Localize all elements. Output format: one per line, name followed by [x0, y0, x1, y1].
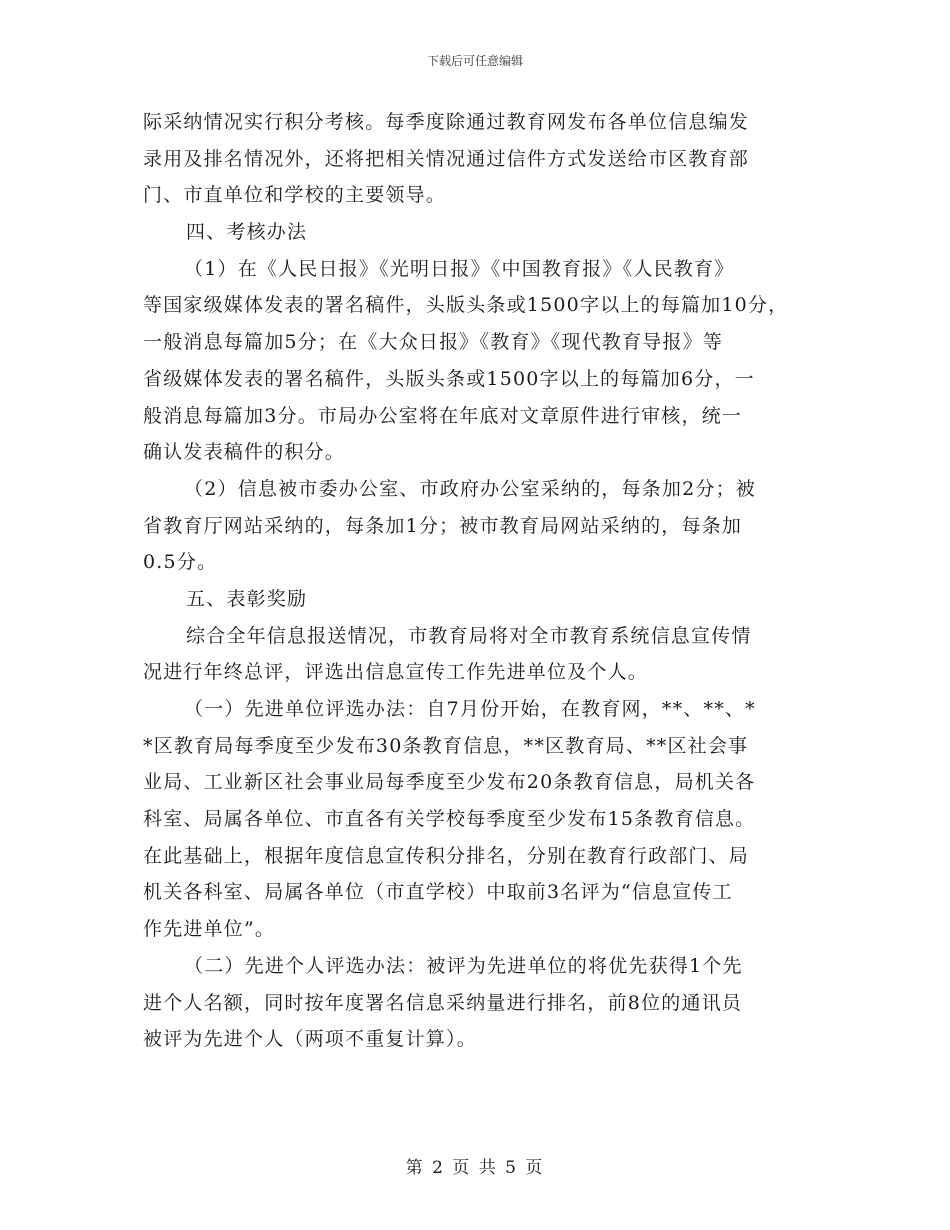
body-line: 科室、局属各单位、市直各有关学校每季度至少发布15条教育信息。: [143, 808, 756, 831]
body-line: 机关各科室、局属各单位（市直学校）中取前3名评为“信息宣传工: [143, 881, 733, 904]
body-line: （2）信息被市委办公室、市政府办公室采纳的，每条加2分；被: [184, 477, 756, 500]
body-line: 门、市直单位和学校的主要领导。: [143, 184, 447, 207]
body-line: 确认发表稿件的积分。: [143, 441, 346, 464]
section-heading: 四、考核办法: [186, 221, 308, 244]
page-footer: 第 2 页 共 5 页: [405, 1158, 545, 1178]
body-line: 般消息每篇加3分。市局办公室将在年底对文章原件进行审核，统一: [143, 404, 743, 427]
page-header: 下载后可任意编辑: [426, 54, 523, 68]
body-line: 被评为先进个人（两项不重复计算）。: [143, 1028, 477, 1051]
body-line: （二）先进个人评选办法：被评为先进单位的将优先获得1个先: [184, 954, 743, 977]
body-line: （一）先进单位评选办法：自7月份开始，在教育网，**、**、*: [184, 698, 756, 720]
body-line: 际采纳情况实行积分考核。每季度除通过教育网发布各单位信息编发: [143, 111, 750, 133]
body-line: 一般消息每篇加5分；在《大众日报》《教育》《现代教育导报》等: [143, 331, 724, 354]
body-line: 省级媒体发表的署名稿件，头版头条或1500字以上的每篇加6分，一: [143, 367, 755, 390]
body-line: *区教育局每季度至少发布30条教育信息，**区教育局、**区社会事: [143, 734, 749, 757]
body-line: 在此基础上，根据年度信息宣传积分排名，分别在教育行政部门、局: [143, 844, 750, 867]
body-line: 况进行年终总评，评选出信息宣传工作先进单位及个人。: [143, 661, 649, 684]
body-line: 录用及排名情况外，还将把相关情况通过信件方式发送给市区教育部: [143, 147, 750, 170]
body-line: 等国家级媒体发表的署名稿件，头版头条或1500字以上的每篇加10分，: [143, 294, 789, 317]
section-heading: 五、表彰奖励: [186, 587, 308, 610]
body-line: （1）在《人民日报》《光明日报》《中国教育报》《人民教育》: [184, 257, 735, 280]
body-line: 综合全年信息报送情况，市教育局将对全市教育系统信息宣传情: [186, 624, 752, 647]
body-line: 省教育厅网站采纳的，每条加1分；被市教育局网站采纳的，每条加: [143, 514, 743, 537]
document-body: [143, 104, 815, 1058]
body-line: 业局、工业新区社会事业局每季度至少发布20条教育信息，局机关各: [143, 771, 756, 794]
body-line: 作先进单位”。: [143, 918, 276, 941]
body-line: 进个人名额，同时按年度署名信息采纳量进行排名，前8位的通讯员: [143, 991, 743, 1014]
body-line: 0.5分。: [143, 551, 218, 574]
